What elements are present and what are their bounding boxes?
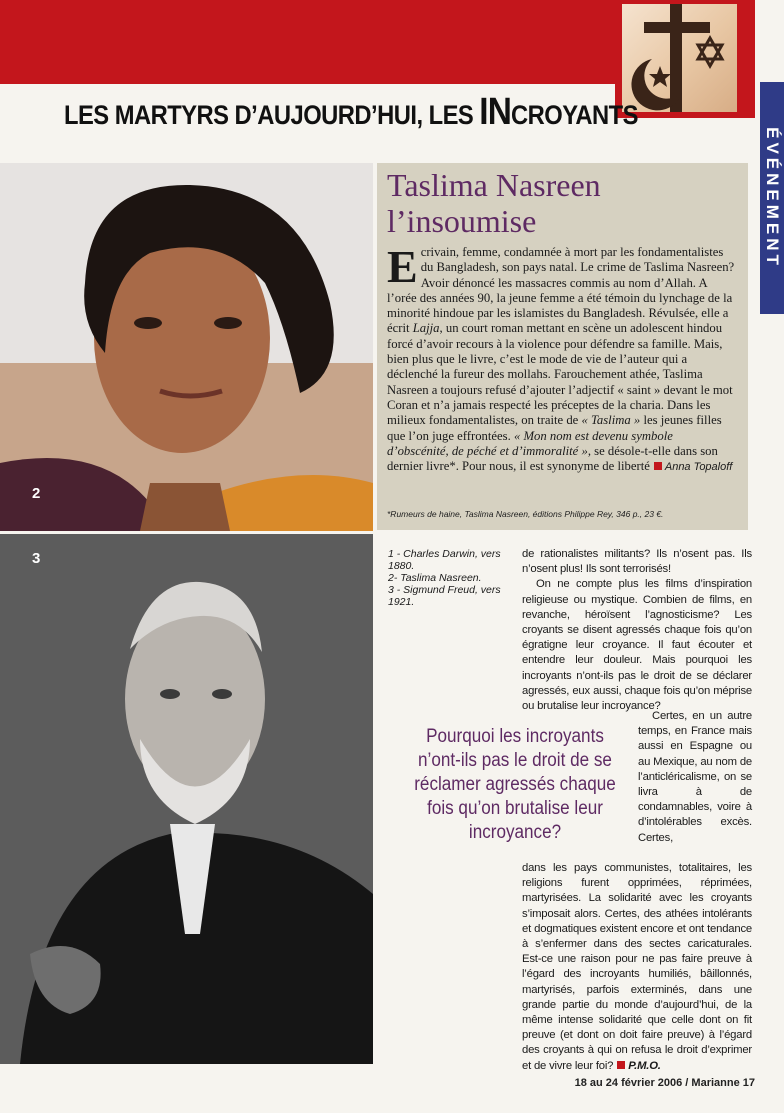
headline-part-end: CROYANTS (510, 100, 638, 130)
sidebar-body (387, 241, 737, 475)
article-paragraph: dans les pays communistes, totalitaires, les religions furent opprimées, réprimées, martyrisées. La solidarité avec les croyants s’imposait alors. Certes, des athées intolérants et dogmatiques existent encore et ont tendance à s’enfermer dans des sectes caricaturales. Est-ce une raison pour ne pas faire preuve à l’égard des incroyants humiliés, bâillonnés, martyrisés, parfois exterminés, dans une grande partie du monde d’aujourd’hui, de la même intense solidarité que celle dont on fit preuve (et dont on doit faire preuve) à l’égard des croyants à qui on refusa le droit d’exprimer et de vivre leur foi? (522, 862, 752, 1072)
photo-number-3: 3 (32, 550, 41, 567)
caption-darwin: 1 - Charles Darwin, vers 1880. (388, 548, 501, 572)
sidebar-text: crivain, femme, condamnée à mort par les fondamentalistes du Bangladesh, son pays natal. Le crime de Taslima Nasreen? Avoir dénoncé les massacres commis au nom d’Allah. A l’orée des années 90, la jeune femme a été témoin du lynchage de la minorité hindoue par les islamistes du Bangladesh. Révulsée, elle a écrit (387, 245, 735, 336)
section-tab (760, 82, 784, 314)
page-headline (64, 91, 638, 133)
caption-freud: 3 - Sigmund Freud, vers 1921. (388, 584, 501, 608)
sidebar-signature: Anna Topaloff (664, 461, 733, 474)
end-square-icon (617, 1061, 625, 1069)
religious-symbols-icon (622, 4, 737, 112)
caption-nasreen: 2- Taslima Nasreen. (388, 572, 482, 584)
headline-part: LES MARTYRS D’AUJOURD’HUI, LES (64, 100, 480, 130)
article-column-top (522, 547, 752, 714)
photo-taslima-nasreen (0, 163, 373, 531)
sidebar-title: Taslima Nasreen l’insoumise (387, 167, 601, 239)
sidebar-box (377, 163, 748, 530)
article-signature: P.M.O. (628, 1059, 661, 1072)
sidebar-text-italic: « Mon nom est devenu symbole d’obscénité, de péché et d’immoralité » (387, 428, 673, 458)
section-label: ÉVÉNEMENT (763, 127, 783, 269)
pull-quote: Pourquoi les incroyants n’ont-ils pas le droit de se réclamer agressés chaque fois qu’on brutalise leur incroyance? (414, 726, 616, 843)
photo-captions (388, 548, 513, 608)
article-column-right (638, 709, 752, 846)
photo-number-2: 2 (32, 485, 41, 502)
end-square-icon (654, 462, 662, 470)
headline-big-letters: IN (479, 91, 511, 133)
article-paragraph: de rationalistes militants? Ils n’osent pas. Ils n’osent plus! Ils sont terrorisés! (522, 548, 752, 576)
sidebar-text: les jeunes filles que l’on juge effrontées. (387, 413, 722, 443)
article-paragraph: Certes, en un autre temps, en France mais aussi en Espagne ou au Mexique, au nom de l’anticléricalisme, on se livra à de condamnables, voire à d’intolérables excès. Certes, (638, 710, 752, 844)
sidebar-text: , un court roman mettant en scène un adolescent hindou forcé d’avoir recours à la violence pour défendre sa famille. Mais, bien plus que le livre, c’est le mode de vie de l’auteur qui a déclenché la fureur des mollahs. Farouchement athée, Taslima Nasreen a toujours refusé d’ajouter l’adjectif « saint » devant le mot Coran et n’a jamais respecté les préceptes de la charia. Dans les milieux fondamentalistes, on traite de (387, 321, 733, 428)
page-folio: 18 au 24 février 2006 / Marianne 17 (574, 1077, 755, 1089)
sidebar-footnote: *Rumeurs de haine, Taslima Nasreen, éditions Philippe Rey, 346 p., 23 €. (387, 509, 664, 519)
sidebar-text-italic: « Taslima » (581, 413, 641, 428)
sidebar-dropcap: E (387, 241, 418, 292)
article-column-bottom (522, 861, 752, 1074)
article-paragraph: On ne compte plus les films d’inspiration religieuse ou mystique. Combien de films, en revanche, héroïsent l’agnosticisme? Les croyants se disent agressés chaque fois qu’on égratigne leur croyance. Il faut écouter et entendre leur douleur. Mais pourquoi les incroyants n’ont-ils pas le droit de se déclarer agressés, eux aussi, chaque fois qu’on méprise ou brutalise leur incroyance? (522, 578, 752, 713)
sidebar-text-italic: Lajja (412, 321, 440, 336)
header-red-band (0, 0, 615, 84)
sidebar-text: , se désole-t-elle dans son dernier livre*. Pour nous, il est synonyme de liberté (387, 443, 718, 474)
photo-sigmund-freud (0, 534, 373, 1064)
